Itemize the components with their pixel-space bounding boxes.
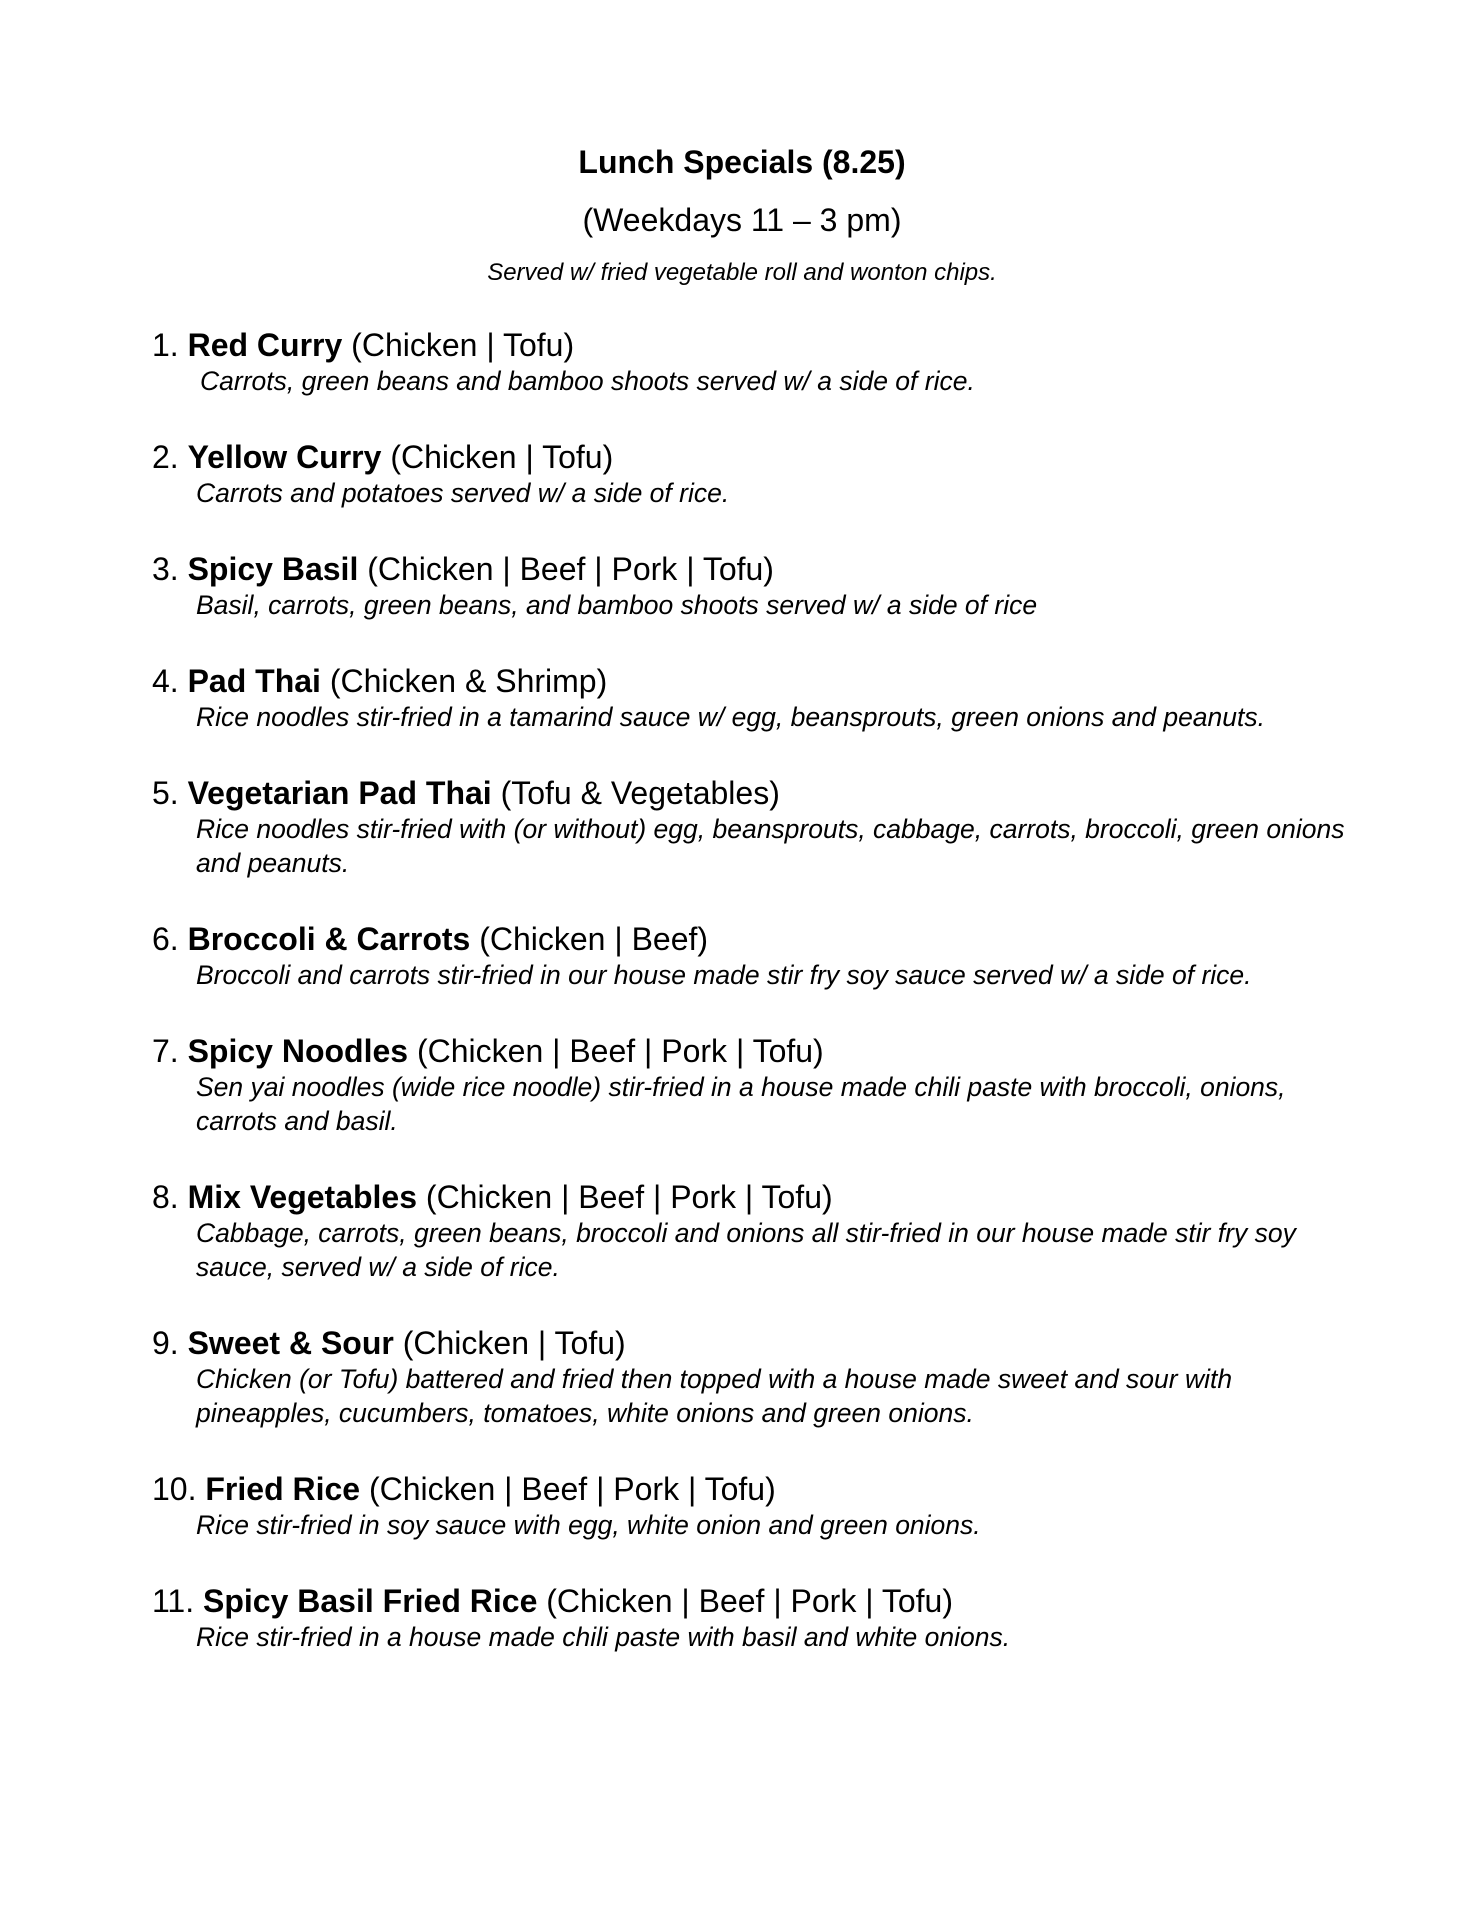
menu-item-name: Sweet & Sour bbox=[187, 1325, 394, 1361]
menu-item-description: Rice stir-fried in soy sauce with egg, white onion and green onions. bbox=[196, 1510, 981, 1540]
menu-item-name: Mix Vegetables bbox=[187, 1179, 418, 1215]
menu-title: Lunch Specials (8.25) bbox=[578, 144, 906, 180]
menu-item-number: 6. bbox=[152, 921, 179, 957]
menu-item-number: 7. bbox=[152, 1033, 179, 1069]
menu-item-name: Spicy Basil bbox=[187, 551, 359, 587]
menu-item-options: (Tofu & Vegetables) bbox=[500, 775, 780, 811]
menu-item-heading bbox=[152, 550, 1372, 588]
menu-item-name: Red Curry bbox=[187, 327, 343, 363]
menu-item-number: 9. bbox=[152, 1325, 179, 1361]
menu-item-options: (Chicken | Beef) bbox=[479, 921, 709, 957]
menu-item-heading bbox=[152, 1470, 1372, 1508]
menu-item-description: Carrots, green beans and bamboo shoots served w/ a side of rice. bbox=[200, 366, 975, 396]
menu-item bbox=[152, 1032, 1372, 1138]
menu-item-heading bbox=[152, 920, 1372, 958]
menu-item-name: Broccoli & Carrots bbox=[187, 921, 471, 957]
menu-item bbox=[152, 1324, 1372, 1430]
menu-item-heading bbox=[152, 1178, 1372, 1216]
menu-item bbox=[152, 438, 1372, 510]
menu-item-options: (Chicken | Beef | Pork | Tofu) bbox=[368, 1471, 776, 1507]
menu-item bbox=[152, 920, 1372, 992]
menu-item-options: (Chicken & Shrimp) bbox=[329, 663, 608, 699]
menu-item-options: (Chicken | Tofu) bbox=[351, 327, 575, 363]
menu-item-number: 2. bbox=[152, 439, 179, 475]
menu-item-description: Chicken (or Tofu) battered and fried then topped with a house made sweet and sour with pineapples, cucumbers, tomatoes, white onions and green onions. bbox=[196, 1364, 1233, 1428]
menu-item-heading bbox=[152, 1582, 1372, 1620]
menu-item-heading bbox=[152, 774, 1372, 812]
menu-item-name: Yellow Curry bbox=[187, 439, 382, 475]
menu-item bbox=[152, 1582, 1372, 1654]
menu-item bbox=[152, 774, 1372, 880]
menu-item-heading bbox=[152, 438, 1372, 476]
menu-item-options: (Chicken | Beef | Pork | Tofu) bbox=[546, 1583, 953, 1619]
menu-item bbox=[152, 550, 1372, 622]
menu-item-number: 5. bbox=[152, 775, 179, 811]
menu-item-description: Broccoli and carrots stir-fried in our house made stir fry soy sauce served w/ a side of rice. bbox=[196, 960, 1252, 990]
menu-item-name: Spicy Noodles bbox=[187, 1033, 409, 1069]
menu-item-heading bbox=[152, 326, 1372, 364]
menu-item-description: Rice stir-fried in a house made chili paste with basil and white onions. bbox=[196, 1622, 1011, 1652]
menu-item-description: Carrots and potatoes served w/ a side of rice. bbox=[196, 478, 730, 508]
service-hours: (Weekdays 11 – 3 pm) bbox=[582, 202, 902, 238]
menu-item-options: (Chicken | Tofu) bbox=[390, 439, 614, 475]
menu-item-number: 10. bbox=[152, 1471, 197, 1507]
menu-item-heading bbox=[152, 1324, 1372, 1362]
menu-item-name: Pad Thai bbox=[187, 663, 321, 699]
menu-item-options: (Chicken | Beef | Pork | Tofu) bbox=[416, 1033, 824, 1069]
served-with-note: Served w/ fried vegetable roll and wonton chips. bbox=[487, 259, 997, 286]
menu-item-description: Sen yai noodles (wide rice noodle) stir-fried in a house made chili paste with broccoli, onions, carrots and basil. bbox=[196, 1072, 1286, 1136]
menu-item-description: Rice noodles stir-fried in a tamarind sauce w/ egg, beansprouts, green onions and peanuts. bbox=[196, 702, 1265, 732]
menu-item bbox=[152, 1178, 1372, 1284]
menu-item-number: 11. bbox=[152, 1583, 195, 1619]
menu-item-options: (Chicken | Beef | Pork | Tofu) bbox=[367, 551, 774, 587]
menu-item bbox=[152, 1470, 1372, 1542]
menu-item-number: 3. bbox=[152, 551, 179, 587]
menu-item-number: 8. bbox=[152, 1179, 179, 1215]
menu-item-heading bbox=[152, 662, 1372, 700]
menu-list bbox=[152, 326, 1372, 1694]
menu-item bbox=[152, 326, 1372, 398]
menu-item bbox=[152, 662, 1372, 734]
menu-item-heading bbox=[152, 1032, 1372, 1070]
menu-item-name: Spicy Basil Fried Rice bbox=[203, 1583, 538, 1619]
menu-item-number: 1. bbox=[152, 327, 179, 363]
menu-item-number: 4. bbox=[152, 663, 179, 699]
menu-item-description: Basil, carrots, green beans, and bamboo shoots served w/ a side of rice bbox=[196, 590, 1038, 620]
menu-item-options: (Chicken | Beef | Pork | Tofu) bbox=[425, 1179, 833, 1215]
menu-item-options: (Chicken | Tofu) bbox=[402, 1325, 626, 1361]
menu-item-name: Vegetarian Pad Thai bbox=[187, 775, 492, 811]
menu-item-description: Rice noodles stir-fried with (or without) egg, beansprouts, cabbage, carrots, broccoli, green onions and peanuts. bbox=[196, 814, 1345, 878]
menu-item-name: Fried Rice bbox=[205, 1471, 361, 1507]
menu-item-description: Cabbage, carrots, green beans, broccoli and onions all stir-fried in our house made stir fry soy sauce, served w/ a side of rice. bbox=[196, 1218, 1296, 1282]
